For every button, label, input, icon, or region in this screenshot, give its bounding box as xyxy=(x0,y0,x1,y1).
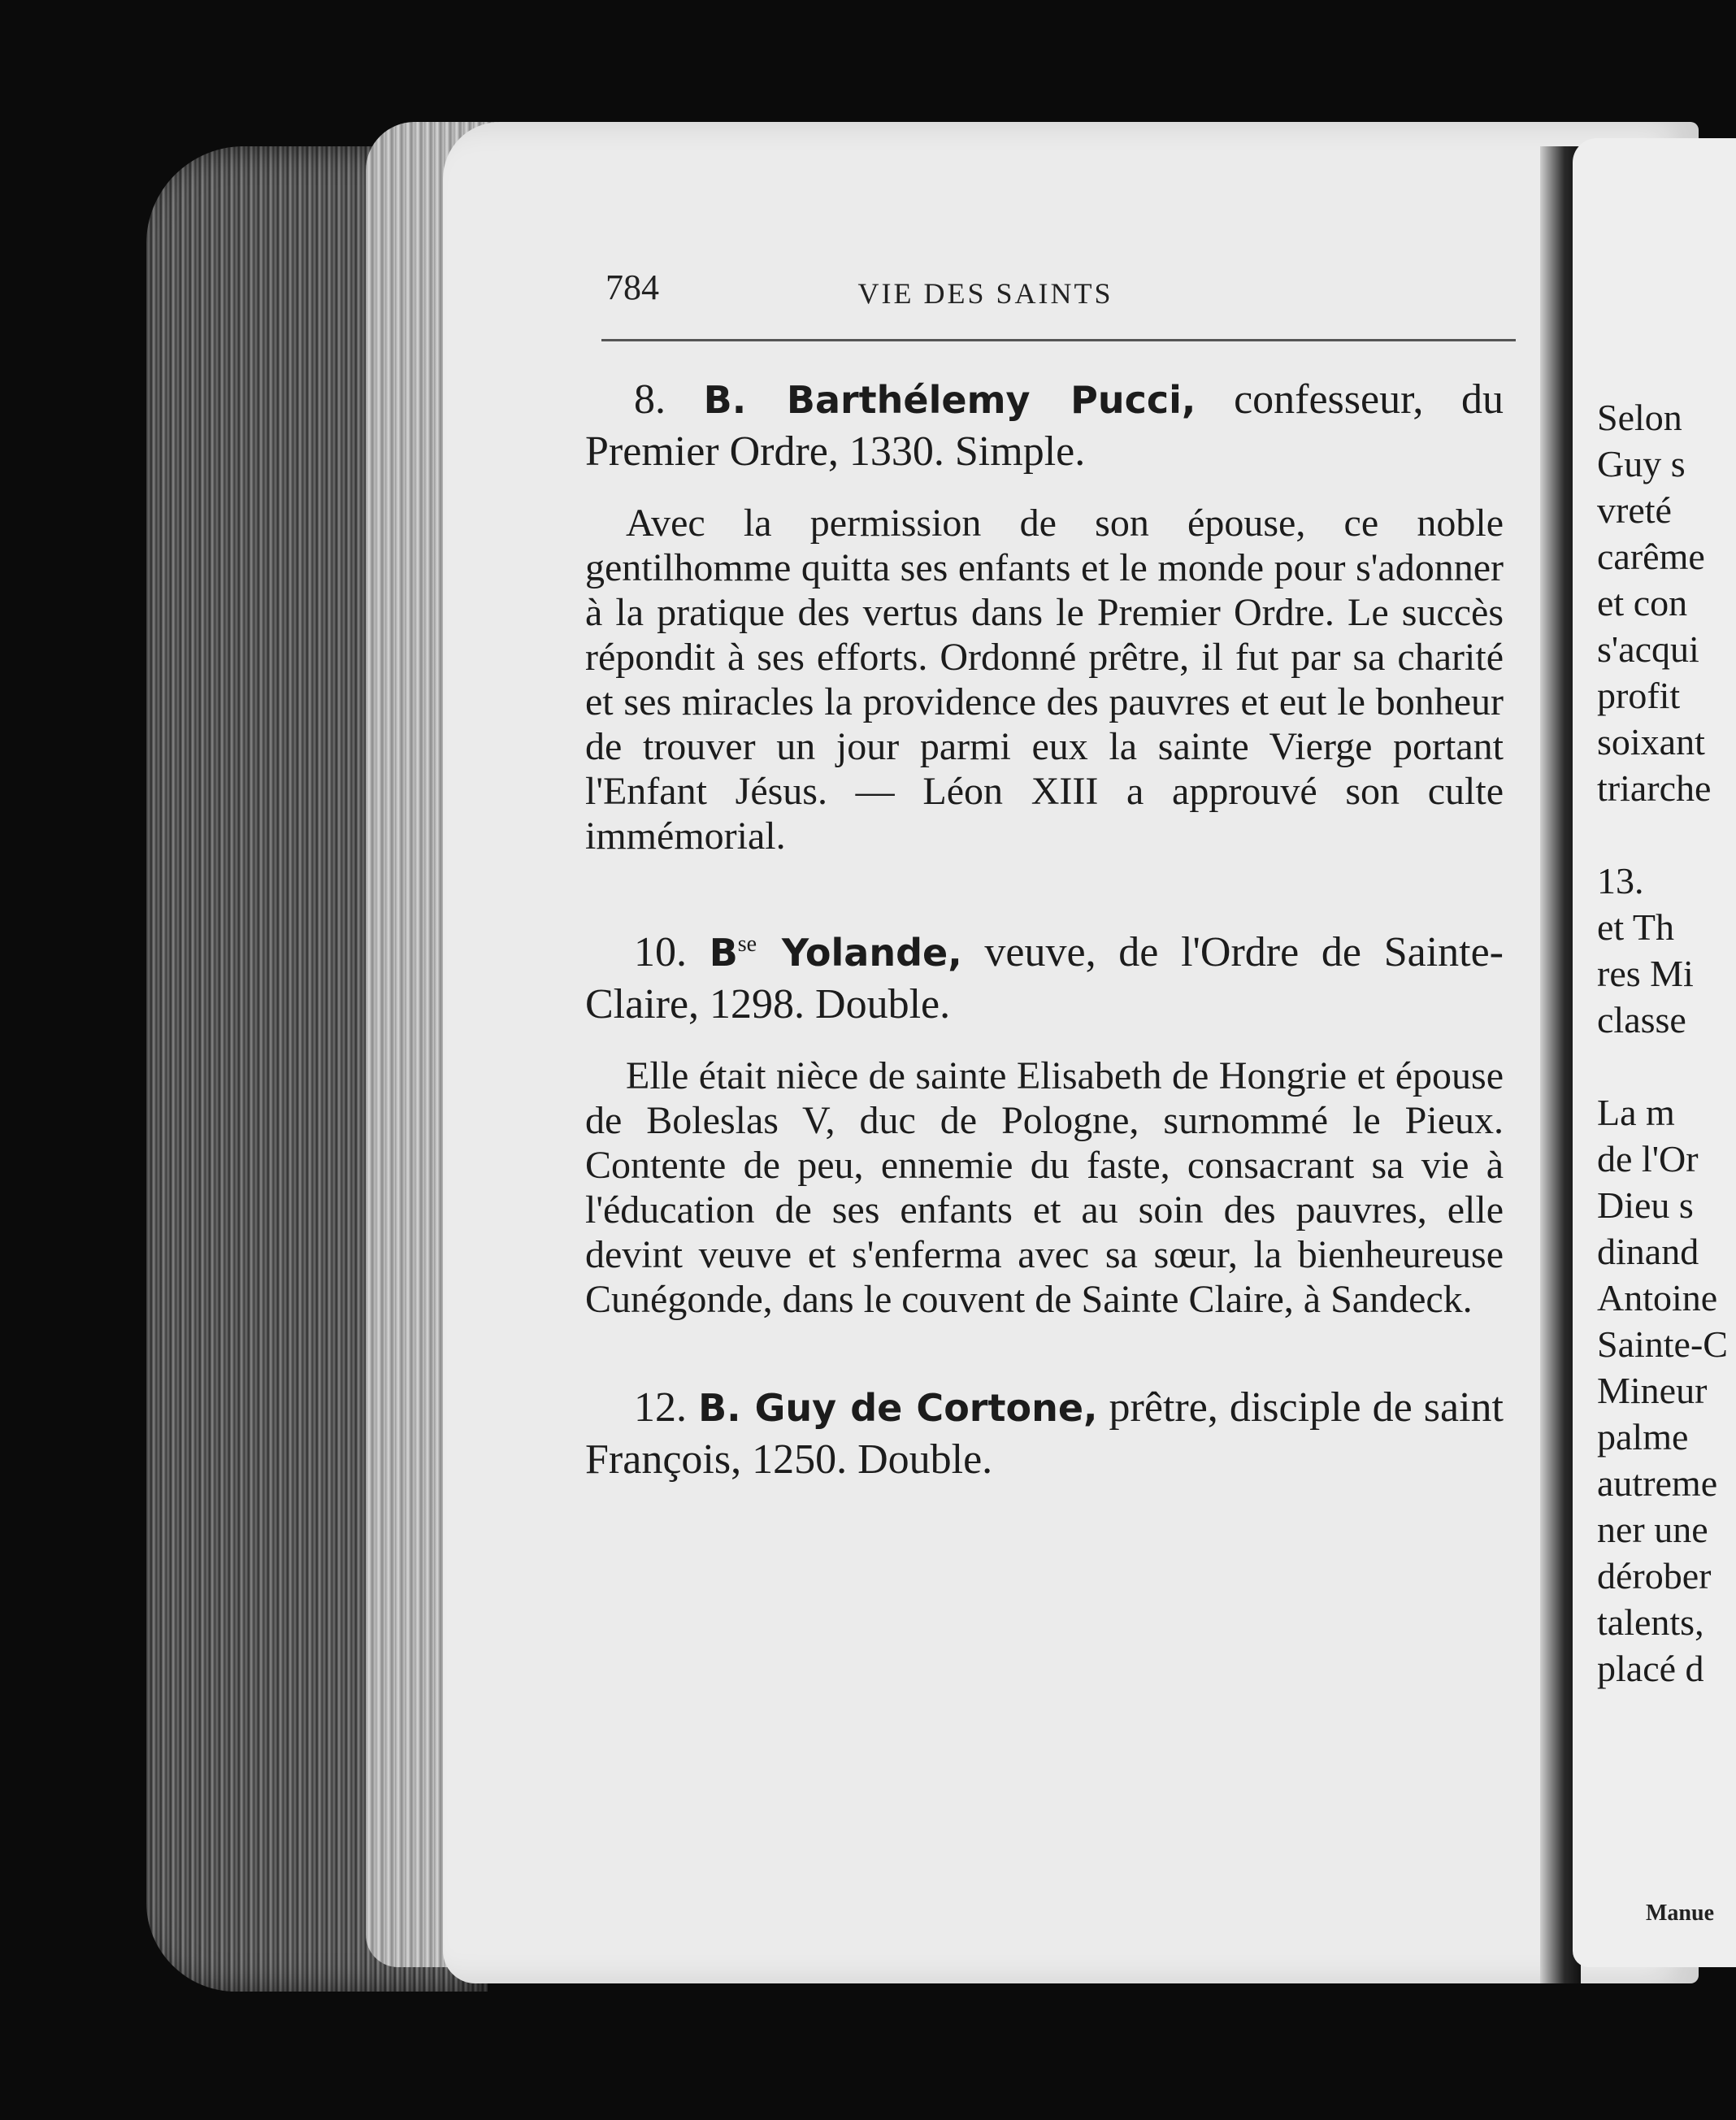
entry-number: 8. xyxy=(634,376,666,423)
saint-name: B. Barthélemy Pucci, xyxy=(703,378,1196,422)
saint-name: Yolande, xyxy=(781,931,962,975)
right-page-footer: Manue xyxy=(1646,1901,1714,1926)
saint-name-prefix: B xyxy=(709,931,738,975)
right-line: classe xyxy=(1597,999,1686,1040)
entry-heading xyxy=(585,1382,1504,1486)
right-line: et Th xyxy=(1597,906,1674,948)
right-line: dinand xyxy=(1597,1231,1699,1272)
right-line: vreté xyxy=(1597,489,1672,531)
right-line: carême xyxy=(1597,536,1705,577)
saint-name: B. Guy de Cortone, xyxy=(698,1386,1098,1430)
right-line: res Mi xyxy=(1597,953,1694,994)
right-line: talents, xyxy=(1597,1601,1704,1643)
right-line: Guy s xyxy=(1597,443,1686,484)
entry-heading xyxy=(585,919,1504,1031)
right-line: dérober xyxy=(1597,1555,1712,1597)
right-line: Selon xyxy=(1597,397,1682,438)
entry-body: Elle était nièce de sainte Elisabeth de Hongrie et épouse de Boleslas V, duc de Pologne, surnommé le Pieux. Contente de peu, ennemie du faste, consacrant sa vie à l'éducation de ses enfants et au soin des pauvres, elle devint veuve et s'enferma avec sa sœur, la bienheureuse Cunégonde, dans le couvent de Sainte Claire, à Sandeck. xyxy=(585,1054,1504,1321)
right-line: s'acqui xyxy=(1597,628,1699,670)
right-line: palme xyxy=(1597,1416,1689,1458)
right-line: Sainte-C xyxy=(1597,1323,1728,1365)
right-line: 13. xyxy=(1597,860,1644,901)
right-line: triarche xyxy=(1597,767,1712,809)
right-line: de l'Or xyxy=(1597,1138,1699,1179)
right-line: profit xyxy=(1597,675,1681,716)
entry-title-rest: prêtre, disciple de saint François, 1250. Double. xyxy=(585,1384,1504,1483)
right-line: Dieu s xyxy=(1597,1184,1694,1226)
right-line: placé d xyxy=(1597,1648,1704,1689)
page-header xyxy=(455,264,1516,354)
entry-number: 12. xyxy=(634,1384,687,1431)
right-line xyxy=(1597,1043,1736,1089)
entry-number: 10. xyxy=(634,929,687,975)
right-line: autreme xyxy=(1597,1462,1718,1504)
running-title: VIE DES SAINTS xyxy=(857,277,1113,310)
right-line: soixant xyxy=(1597,721,1705,762)
right-line: et con xyxy=(1597,582,1688,623)
right-page-text xyxy=(1597,394,1736,1692)
right-line: Mineur xyxy=(1597,1370,1708,1411)
right-line: Antoine xyxy=(1597,1277,1718,1318)
entry-title-rest: veuve, de l'Ordre de Sainte-Claire, 1298. Double. xyxy=(585,929,1504,1027)
header-rule xyxy=(601,339,1516,341)
entry-heading xyxy=(585,374,1504,478)
page-number: 784 xyxy=(605,267,659,307)
right-line xyxy=(1597,811,1736,858)
saint-name-superscript: se xyxy=(737,932,757,957)
right-line: La m xyxy=(1597,1092,1675,1133)
entry-body: Avec la permission de son épouse, ce noble gentilhomme quitta ses enfants et le monde pour s'adonner à la pratique des vertus dans le Premier Ordre. Le succès répondit à ses efforts. Ordonné prêtre, il fut par sa charité et ses miracles la providence des pauvres et eut le bonheur de trouver un jour parmi eux la sainte Vierge portant l'Enfant Jésus. — Léon XIII a approuvé son culte immémorial. xyxy=(585,502,1504,858)
left-page-content xyxy=(585,374,1504,1486)
entry-title-rest: confesseur, du Premier Ordre, 1330. Simple. xyxy=(585,376,1504,475)
right-line: ner une xyxy=(1597,1509,1708,1550)
